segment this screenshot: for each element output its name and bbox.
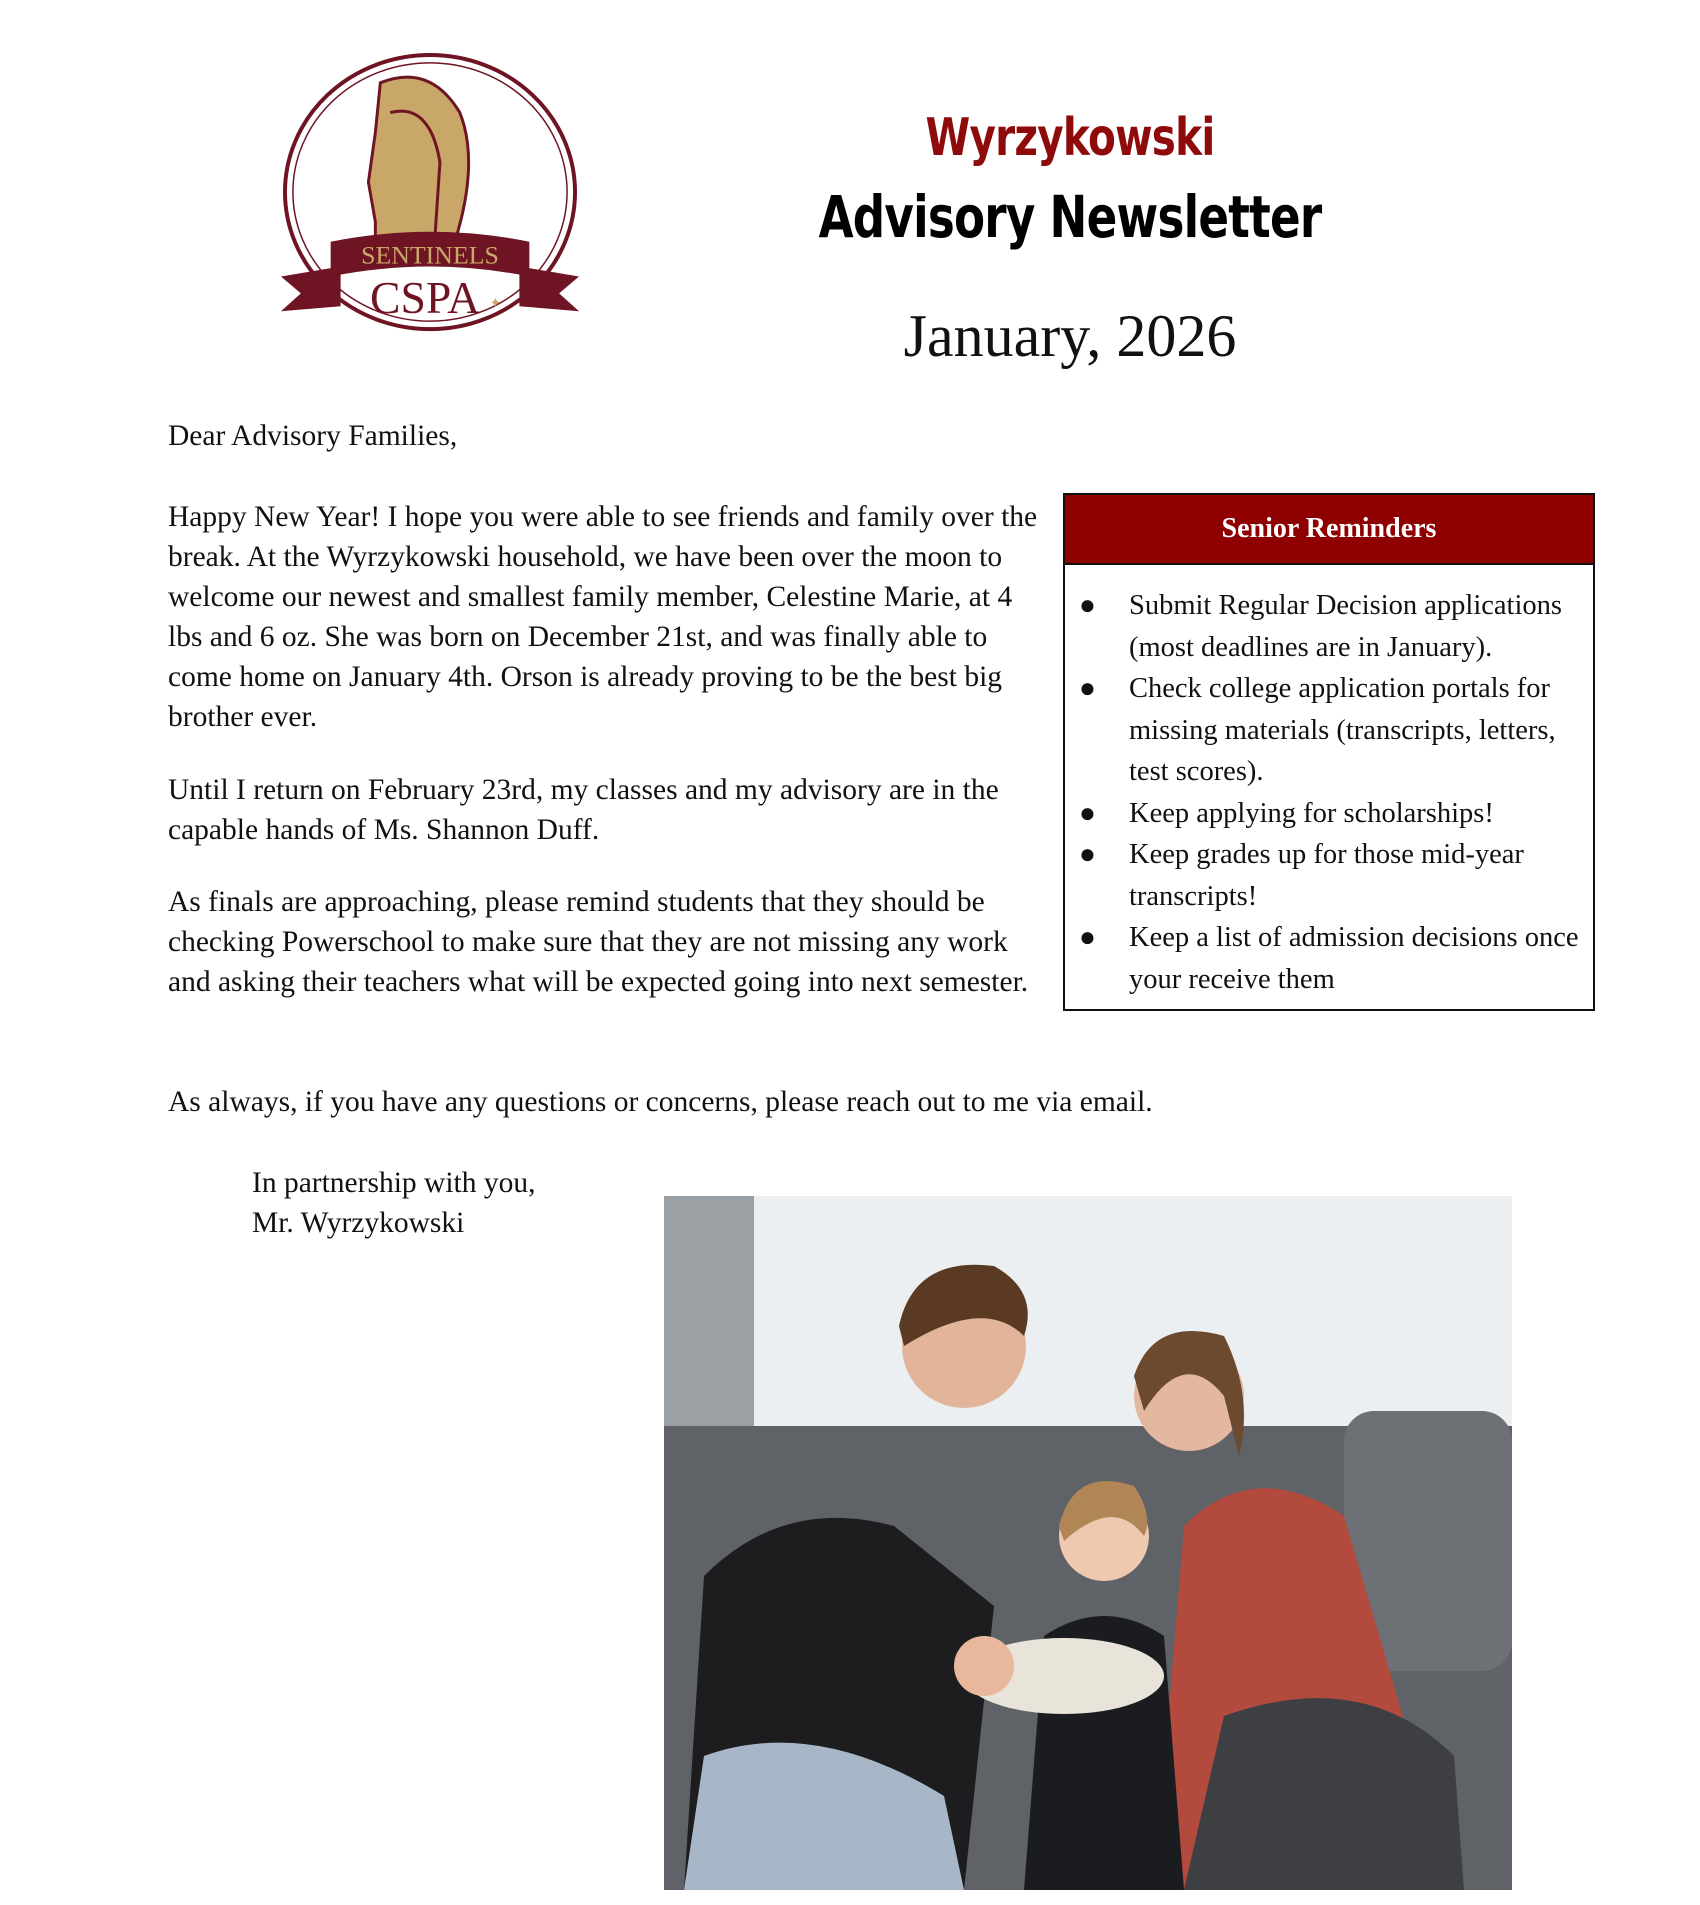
paragraph-finals: As finals are approaching, please remind students that they should be checking Powerschool to make sure that they are not missing any work and asking their teachers what will be expected going into next semester.	[168, 886, 1029, 998]
svg-text:CSPA: CSPA	[369, 272, 481, 324]
newsletter-date: January, 2026	[903, 303, 1237, 369]
school-logo	[281, 52, 579, 344]
reminder-item: ● Check college application portals for missing materials (transcripts, letters, test scores).	[1079, 668, 1583, 793]
bullet-icon: ●	[1079, 590, 1096, 621]
signature-block	[252, 1163, 535, 1243]
paragraph-family-news: Happy New Year! I hope you were able to see friends and family over the break. At the Wyrzykowski household, we have been over the moon to welcome our newest and smallest family member, Celestine Marie, at 4 lbs and 6 oz. She was born on December 21st, and was finally able to come home on January 4th. Orson is already proving to be the best big brother ever.	[168, 501, 1038, 733]
family-photo	[664, 1196, 1512, 1890]
reminder-item: ● Submit Regular Decision applications (most deadlines are in January).	[1079, 585, 1583, 668]
senior-reminders-title: Senior Reminders	[1065, 495, 1593, 565]
bullet-icon: ●	[1079, 797, 1096, 829]
bullet-icon: ●	[1079, 922, 1096, 953]
bullet-icon: ●	[1079, 673, 1096, 704]
newsletter-title: Advisory Newsletter	[818, 183, 1322, 251]
newsletter-name: Wyrzykowski	[925, 108, 1215, 168]
closing: In partnership with you,	[252, 1167, 536, 1199]
bullet-icon: ●	[1079, 839, 1096, 870]
greeting: Dear Advisory Families,	[168, 420, 458, 452]
reminders-list	[1065, 565, 1593, 1000]
reminder-item: ● Keep a list of admission decisions once your receive them	[1079, 917, 1583, 1000]
svg-text:✦: ✦	[489, 296, 502, 312]
paragraph-contact: As always, if you have any questions or concerns, please reach out to me via email.	[168, 1086, 1153, 1118]
reminder-item: ● Keep applying for scholarships!	[1079, 793, 1583, 835]
senior-reminders-box	[1063, 493, 1595, 1011]
signature: Mr. Wyrzykowski	[252, 1207, 465, 1239]
reminder-item: ● Keep grades up for those mid-year transcripts!	[1079, 834, 1583, 917]
paragraph-return-date: Until I return on February 23rd, my classes and my advisory are in the capable hands of Ms. Shannon Duff.	[168, 774, 999, 846]
svg-text:SENTINELS: SENTINELS	[361, 240, 499, 270]
